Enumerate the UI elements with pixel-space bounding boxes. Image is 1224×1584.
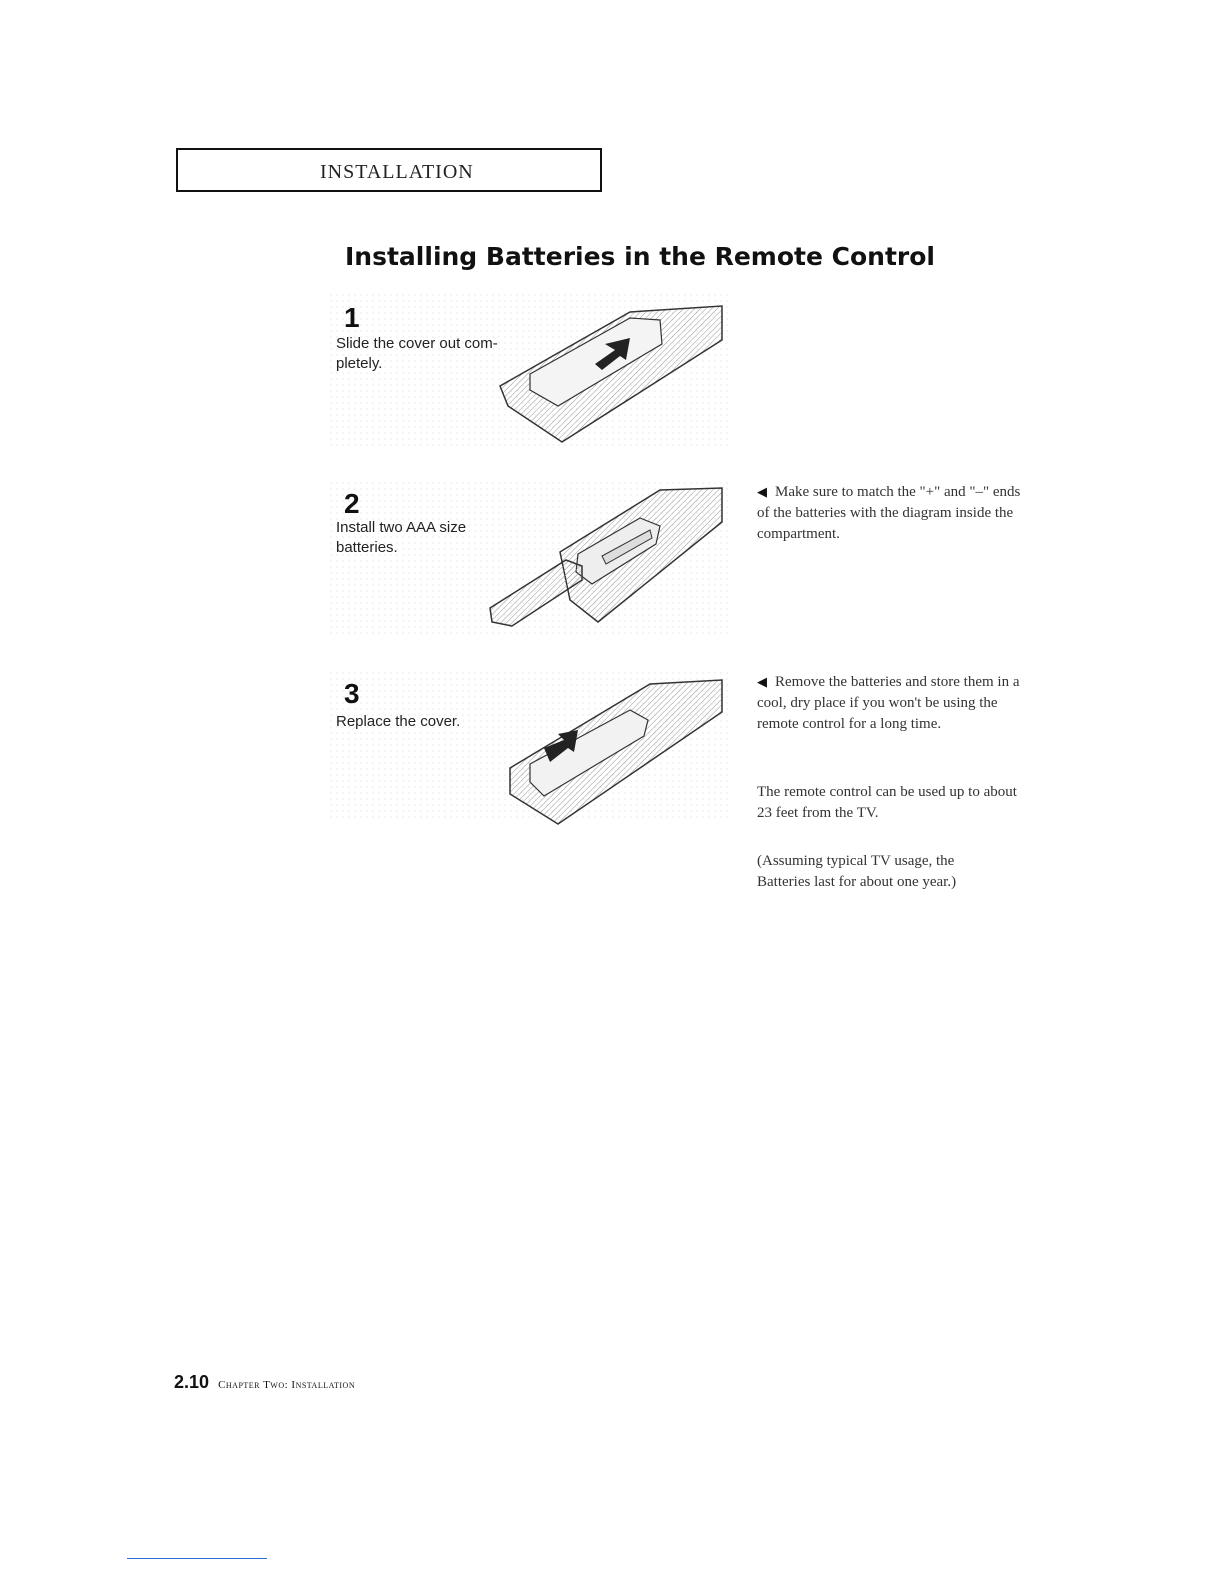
section-header-box: [176, 148, 602, 192]
page-number: 2.10: [174, 1372, 210, 1392]
left-arrow-icon: ◀: [757, 484, 767, 499]
step-number: 2: [344, 488, 360, 519]
section-header: INSTALLATION: [320, 161, 474, 183]
bottom-divider: [127, 1558, 267, 1559]
battery-storage-note: [757, 671, 1027, 735]
page-title: Installing Batteries in the Remote Control: [345, 242, 935, 271]
step-instruction: Replace the cover.: [336, 713, 461, 730]
remote-replace-cover-illustration: [330, 672, 730, 826]
step-2: [330, 482, 730, 636]
note-text: Remove the batteries and store them in a cool, dry place if you won't be using the remote control for a long time.: [757, 674, 1020, 732]
step-instruction: Slide the cover out com- pletely.: [336, 335, 498, 372]
step-number: 3: [344, 678, 360, 709]
step-instruction: Install two AAA size batteries.: [336, 519, 467, 556]
step-3: [330, 672, 730, 826]
note-text: Make sure to match the "+" and "–" ends of the batteries with the diagram inside the compartment.: [757, 484, 1021, 542]
step-1: [330, 294, 730, 448]
battery-polarity-note: [757, 481, 1027, 545]
step-number: 1: [344, 302, 360, 333]
remote-install-batteries-illustration: [330, 482, 730, 636]
battery-life-note: (Assuming typical TV usage, the Batteries last for about one year.): [757, 853, 957, 890]
left-arrow-icon: ◀: [757, 674, 767, 689]
chapter-label: Chapter Two: Installation: [218, 1379, 356, 1391]
range-note: The remote control can be used up to about 23 feet from the TV.: [757, 784, 1017, 821]
page-footer: [174, 1372, 355, 1393]
